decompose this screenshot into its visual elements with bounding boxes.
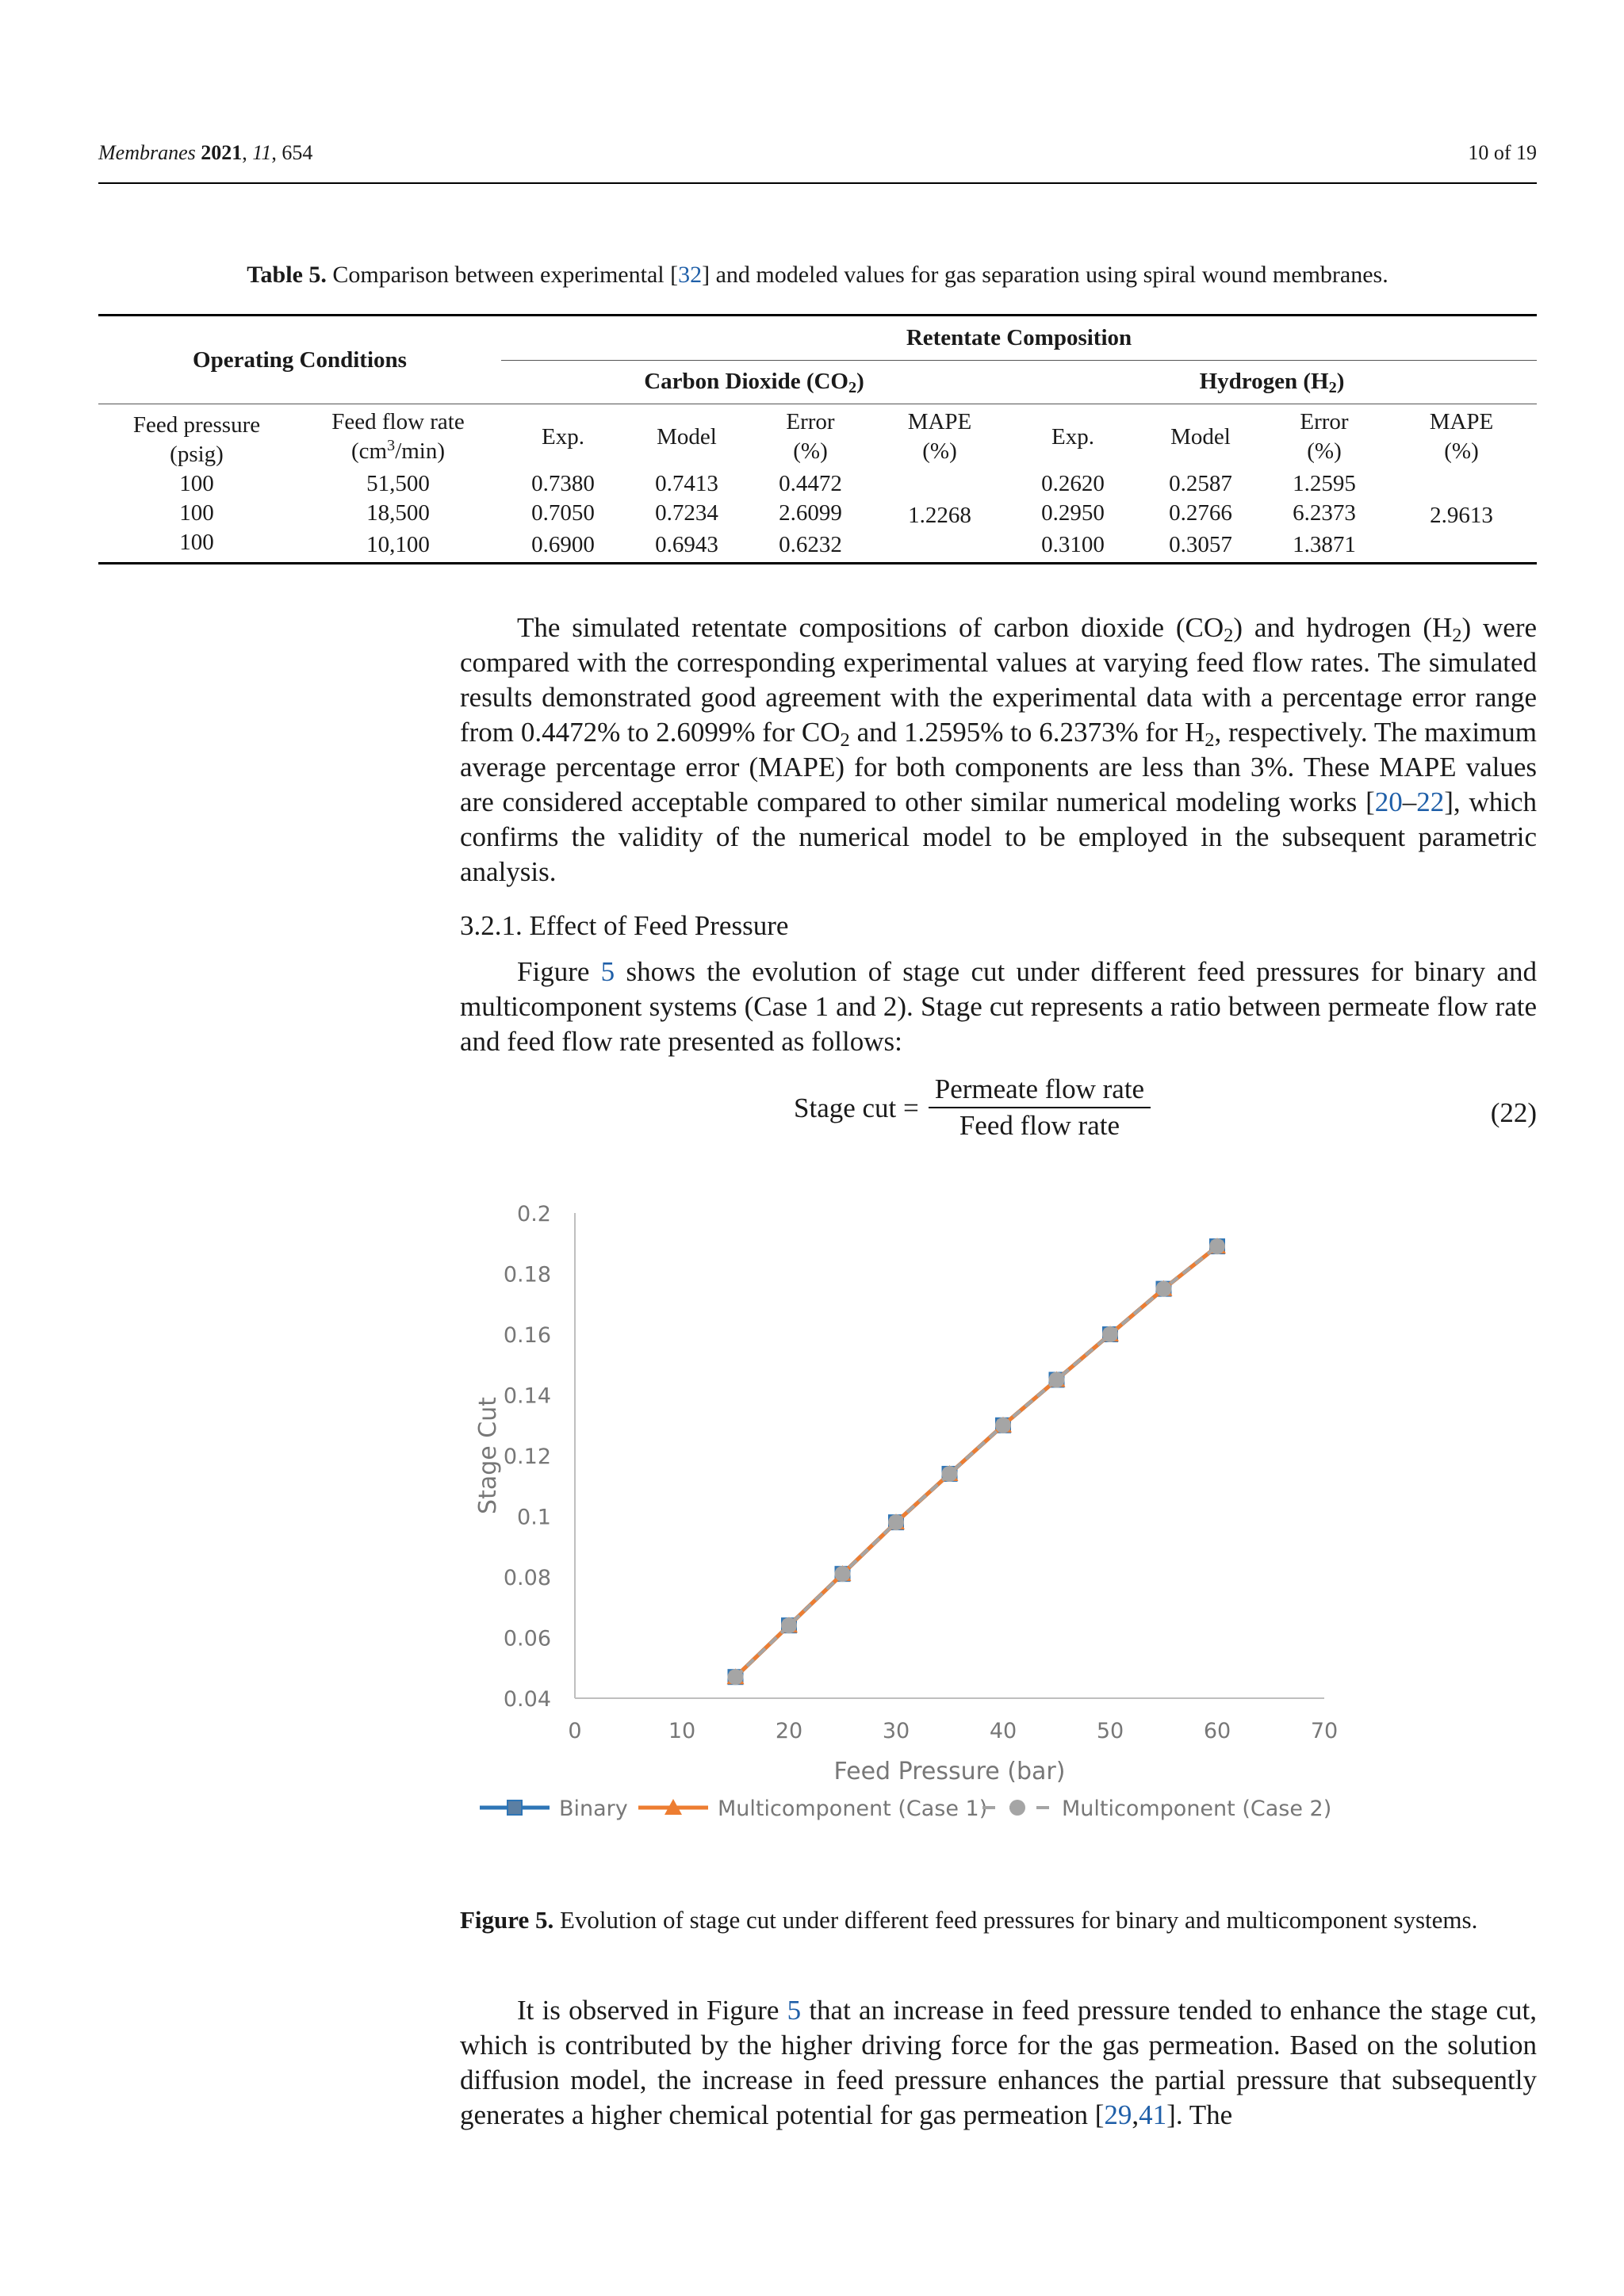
section-heading: 3.2.1. Effect of Feed Pressure — [460, 910, 789, 941]
table-row: 100 10,100 0.6900 0.6943 0.6232 0.3100 0.3057 1.3871 — [98, 528, 1537, 564]
y-axis-label: Stage Cut — [474, 1397, 502, 1514]
data-point — [835, 1566, 851, 1582]
ref-link-29[interactable]: 29 — [1104, 2099, 1132, 2130]
series-1 — [729, 1239, 1225, 1684]
stage-cut-chart — [460, 1189, 1380, 1887]
data-point — [1156, 1281, 1172, 1297]
co2-mape-value: 1.2268 — [908, 503, 971, 528]
legend-marker — [1009, 1800, 1025, 1816]
y-tick-label: 0.18 — [503, 1262, 551, 1288]
y-tick-label: 0.12 — [503, 1445, 551, 1469]
equation-lhs: Stage cut = — [794, 1092, 919, 1123]
paragraph-observation: It is observed in Figure 5 that an increase in feed pressure tended to enhance the stage cut, which is contributed by the higher driving force for the gas permeation. Based on the solution diffusion model, the increase in feed pressure enhances the partial pressure that subsequently generates a higher chemical potential for gas permeation [29,41]. The — [460, 1995, 1537, 2130]
journal-volume: 11 — [252, 141, 272, 164]
ref-link-41[interactable]: 41 — [1139, 2099, 1167, 2130]
col-h2-model: Model — [1170, 423, 1231, 450]
x-tick-label: 30 — [882, 1719, 910, 1743]
comparison-table — [98, 314, 1537, 564]
series-2 — [727, 1238, 1227, 1684]
col-h2-mape: MAPE (%) — [1429, 409, 1494, 464]
article-number: 654 — [282, 141, 313, 164]
page-header: Membranes 2021, 11, 654 10 of 19 — [98, 141, 1537, 164]
x-axis-ticks — [568, 1719, 1338, 1743]
legend-item — [480, 1797, 628, 1821]
header-retentate-composition: Retentate Composition — [501, 316, 1537, 361]
x-tick-label: 40 — [989, 1719, 1017, 1743]
table-ref-link[interactable]: 32 — [678, 262, 703, 288]
y-tick-label: 0.04 — [503, 1687, 551, 1712]
legend-label: Multicomponent (Case 1) — [718, 1797, 988, 1821]
y-axis-ticks — [504, 1202, 551, 1712]
legend-item — [638, 1797, 987, 1821]
header-h2: Hydrogen $(H_2)$ — [1199, 369, 1345, 397]
legend-marker — [508, 1800, 522, 1815]
legend-item — [982, 1797, 1331, 1821]
chart-legend — [480, 1797, 1331, 1821]
x-axis-label: Feed Pressure (bar) — [833, 1758, 1066, 1785]
col-feed-flow-rate: Feed flow rate $(cm^3/\min)$ — [331, 409, 465, 464]
h2-mape-value: 2.9613 — [1430, 503, 1493, 528]
paragraph-stage-cut: Figure 5 shows the evolution of stage cut under different feed pressures for binary and multicomponent systems (Case 1 and 2). Stage cut represents a ratio between permeate flow rate and feed flow rate presented as follows: — [460, 956, 1537, 1057]
x-tick-label: 60 — [1203, 1719, 1231, 1743]
series-line — [736, 1246, 1218, 1677]
data-point — [1049, 1372, 1065, 1387]
y-tick-label: 0.16 — [503, 1323, 551, 1348]
col-co2-mape: MAPE (%) — [907, 409, 972, 464]
ref-link-22[interactable]: 22 — [1416, 786, 1445, 817]
x-tick-label: 70 — [1310, 1719, 1339, 1743]
col-h2-error: Error (%) — [1300, 409, 1349, 464]
equation-denominator: Feed flow rate — [959, 1110, 1120, 1141]
col-co2-exp: Exp. — [542, 423, 584, 450]
paragraph-validation: The simulated retentate compositions of carbon dioxide $(CO_2)$ and hydrogen $(H_2)$ were compared with the corresponding experimental values at varying feed flow rates. The simulated results demonstrated good agreement with the experimental data with a percentage error range from 0.4472% to 2.6099% for $CO_2$ and 1.2595% to 6.2373% for $H_2$, respectively. The maximum average percentage error (MAPE) for both components are less than 3%. These MAPE values are considered acceptable compared to other similar numerical modeling works [20–22], which confirms the validity of the numerical model to be employed in the subsequent parametric analysis. — [460, 612, 1538, 887]
series-line — [736, 1246, 1218, 1677]
data-point — [942, 1466, 958, 1482]
col-feed-pressure: Feed pressure (psig) — [132, 412, 261, 467]
equation-stage-cut — [793, 1073, 1151, 1142]
ref-link-20[interactable]: 20 — [1374, 786, 1403, 817]
series-layer — [727, 1238, 1227, 1685]
table-row: 100 18,500 0.7050 0.7234 2.6099 0.2950 0.2766 6.2373 — [179, 500, 1356, 526]
journal-name: Membranes — [98, 141, 196, 164]
y-tick-label: 0.08 — [503, 1566, 551, 1590]
x-tick-label: 20 — [775, 1719, 803, 1743]
col-co2-error: Error (%) — [786, 409, 835, 464]
series-line — [736, 1246, 1218, 1677]
y-tick-label: 0.14 — [503, 1383, 551, 1409]
header-co2: Carbon Dioxide $(CO_2)$ — [644, 369, 864, 397]
data-point — [1102, 1326, 1118, 1342]
equation-numerator: Permeate flow rate — [929, 1073, 1151, 1108]
data-point — [888, 1514, 904, 1530]
y-tick-label: 0.1 — [517, 1505, 551, 1530]
data-point — [1209, 1238, 1225, 1254]
equation-number: (22) — [1490, 1097, 1537, 1128]
figure-ref-link[interactable]: 5 — [600, 956, 615, 987]
figure-caption: Figure 5. Evolution of stage cut under different feed pressures for binary and multicomponent systems. — [460, 1906, 1478, 1934]
table-row: 100 51,500 0.7380 0.7413 0.4472 1.2268 0.2620 0.2587 1.2595 2.9613 — [98, 469, 1537, 499]
data-point — [728, 1669, 744, 1685]
header-rule — [98, 182, 1537, 184]
series-3 — [728, 1238, 1226, 1685]
col-co2-model: Model — [657, 423, 717, 450]
journal-year: 2021 — [201, 141, 243, 164]
data-point — [995, 1418, 1011, 1433]
y-tick-label: 0.06 — [503, 1626, 551, 1651]
x-tick-label: 50 — [1096, 1719, 1124, 1743]
col-h2-exp: Exp. — [1051, 423, 1094, 450]
legend-label: Binary — [559, 1797, 628, 1821]
page-number: 10 of 19 — [1468, 141, 1537, 164]
data-point — [781, 1617, 797, 1633]
figure-ref-link[interactable]: 5 — [787, 1995, 802, 2026]
x-tick-label: 0 — [568, 1719, 582, 1743]
table-caption: Table 5. Comparison between experimental [32] and modeled values for gas separation using spiral wound membranes. — [247, 262, 1388, 288]
header-operating-conditions: Operating Conditions — [193, 346, 407, 373]
legend-label: Multicomponent (Case 2) — [1062, 1797, 1332, 1821]
x-tick-label: 10 — [668, 1719, 696, 1743]
y-tick-label: 0.2 — [517, 1202, 551, 1226]
